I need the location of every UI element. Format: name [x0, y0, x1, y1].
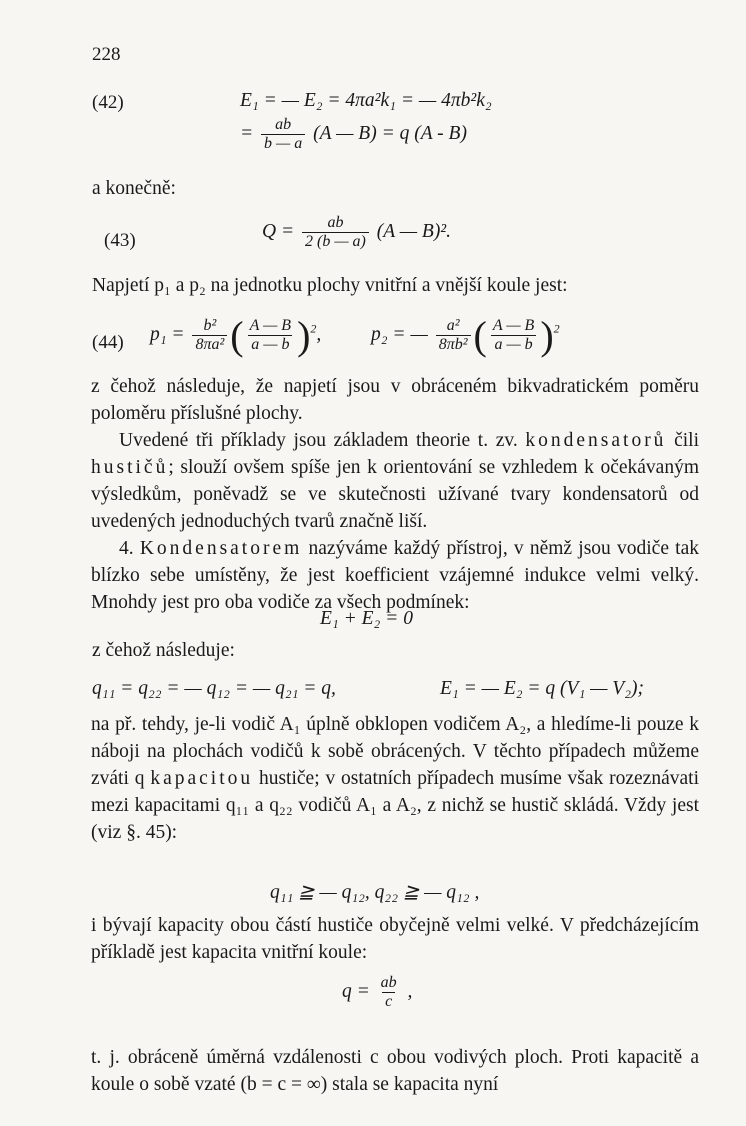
- fraction-ab-over-2b-minus-a: $\frac{ab}{2 (b — a)}$: [302, 214, 369, 251]
- equation-42-line2: = $\frac{ab}{b — a}$ (A — B) = q (A - B): [240, 116, 467, 152]
- equation-potentials: E₁ = — E₂ = q (V₁ — V₂);: [440, 678, 644, 699]
- equation-42-line1: E₁ = — E₂ = 4πa²k₁ = — 4πb²k₂: [240, 90, 492, 111]
- paragraph-block-3: [91, 912, 699, 966]
- fraction-a-minus-b-over-a-minus-b-2: $\frac{A — B}{a — b}$: [492, 317, 535, 353]
- paragraph-condensers: Uvedené tři příklady jsou základem theorie t. zv. kondensatorů čili hustičů; slouží ovšem spíše jen k orientování se vzhledem k očekávaným výsledkům, poněvadž se ve skutečnosti užívané tvary kondensatorů od uvedených jednoduchých tvarů značně liší.: [91, 430, 699, 532]
- fraction-b2-over-8pia2: $\frac{\text{b²}}{\text{8πa²}}$: [192, 317, 227, 354]
- text-tension: Napjetí p₁ a p₂ na jednotku plochy vnitřní a vnější koule jest:: [92, 275, 568, 296]
- paragraph-capacity: na př. tehdy, je-li vodič A₁ úplně obklopen vodičem A₂, a hledíme-li pouze k náboji na plochách vodičů k sobě obrácených. V těchto případech můžeme zváti q kapacitou hustiče; v ostatních případech musíme však rozeznávati mezi kapacitami q₁₁ a q₂₂ vodičů A₁ a A₂, z nichž se hustič skládá. Vždy jest (viz §. 45):: [91, 714, 699, 843]
- equation-label-43: (43): [104, 230, 136, 251]
- equation-44: p₁ = $\frac{\text{b²}}{\text{8πa²}}$ ( $\frac{A — B}{a — b}$ )$^2$, p₂ = — $\frac{\text{a²}}{\text{8πb²}}$ ( $\frac{A — B}{a — b}$ )$^2$: [150, 313, 560, 358]
- paragraph-block-2: [91, 711, 699, 846]
- page-number: 228: [92, 44, 121, 65]
- paragraph-block-1: [91, 373, 699, 616]
- paragraph-large-capacities: i bývají kapacity obou částí hustiče obyčejně velmi velké. V předcházejícím příkladě jest kapacita vnitřní koule:: [91, 915, 699, 963]
- equation-inequalities: q₁₁ ≧ — q₁₂, q₂₂ ≧ — q₁₂ ,: [270, 882, 480, 903]
- text-follows: z čehož následuje:: [92, 640, 235, 661]
- equation-capacity: q = $\frac{ab}{c}$ ,: [342, 974, 413, 1010]
- text-finally: a konečně:: [92, 178, 176, 199]
- paragraph-block-4: [91, 1044, 699, 1098]
- fraction-a-minus-b-over-a-minus-b-1: $\frac{A — B}{a — b}$: [249, 317, 292, 353]
- equation-43: Q = $\frac{ab}{2 (b — a)}$ (A — B)².: [262, 214, 452, 250]
- equation-label-44: (44): [92, 332, 124, 353]
- paragraph-biquadratic: z čehož následuje, že napjetí jsou v obráceném bikvadratickém poměru poloměru příslušné plochy.: [91, 376, 699, 424]
- equation-sum-zero: E₁ + E₂ = 0: [320, 608, 413, 629]
- fraction-ab-over-b-minus-a: $\frac{ab}{b — a}$: [261, 116, 305, 153]
- equation-charges: q₁₁ = q₂₂ = — q₁₂ = — q₂₁ = q,: [92, 678, 336, 699]
- fraction-ab-over-c: $\frac{ab}{c}$: [380, 974, 397, 1010]
- paragraph-inverse-proportion: t. j. obráceně úměrná vzdálenosti c obou vodivých ploch. Proti kapacitě a koule o sobě vzaté (b = c = ∞) stala se kapacita nyní: [91, 1047, 699, 1095]
- equation-label-42: (42): [92, 92, 124, 113]
- paragraph-condenser-definition: 4. Kondensatorem nazýváme každý přístroj, v němž jsou vodiče tak blízko sebe umístěny, že jest koefficient vzájemné indukce velmi velký. Mnohdy jest pro oba vodiče za všech podmínek:: [91, 538, 699, 613]
- fraction-a2-over-8pib2: $\frac{\text{a²}}{\text{8πb²}}$: [436, 317, 471, 354]
